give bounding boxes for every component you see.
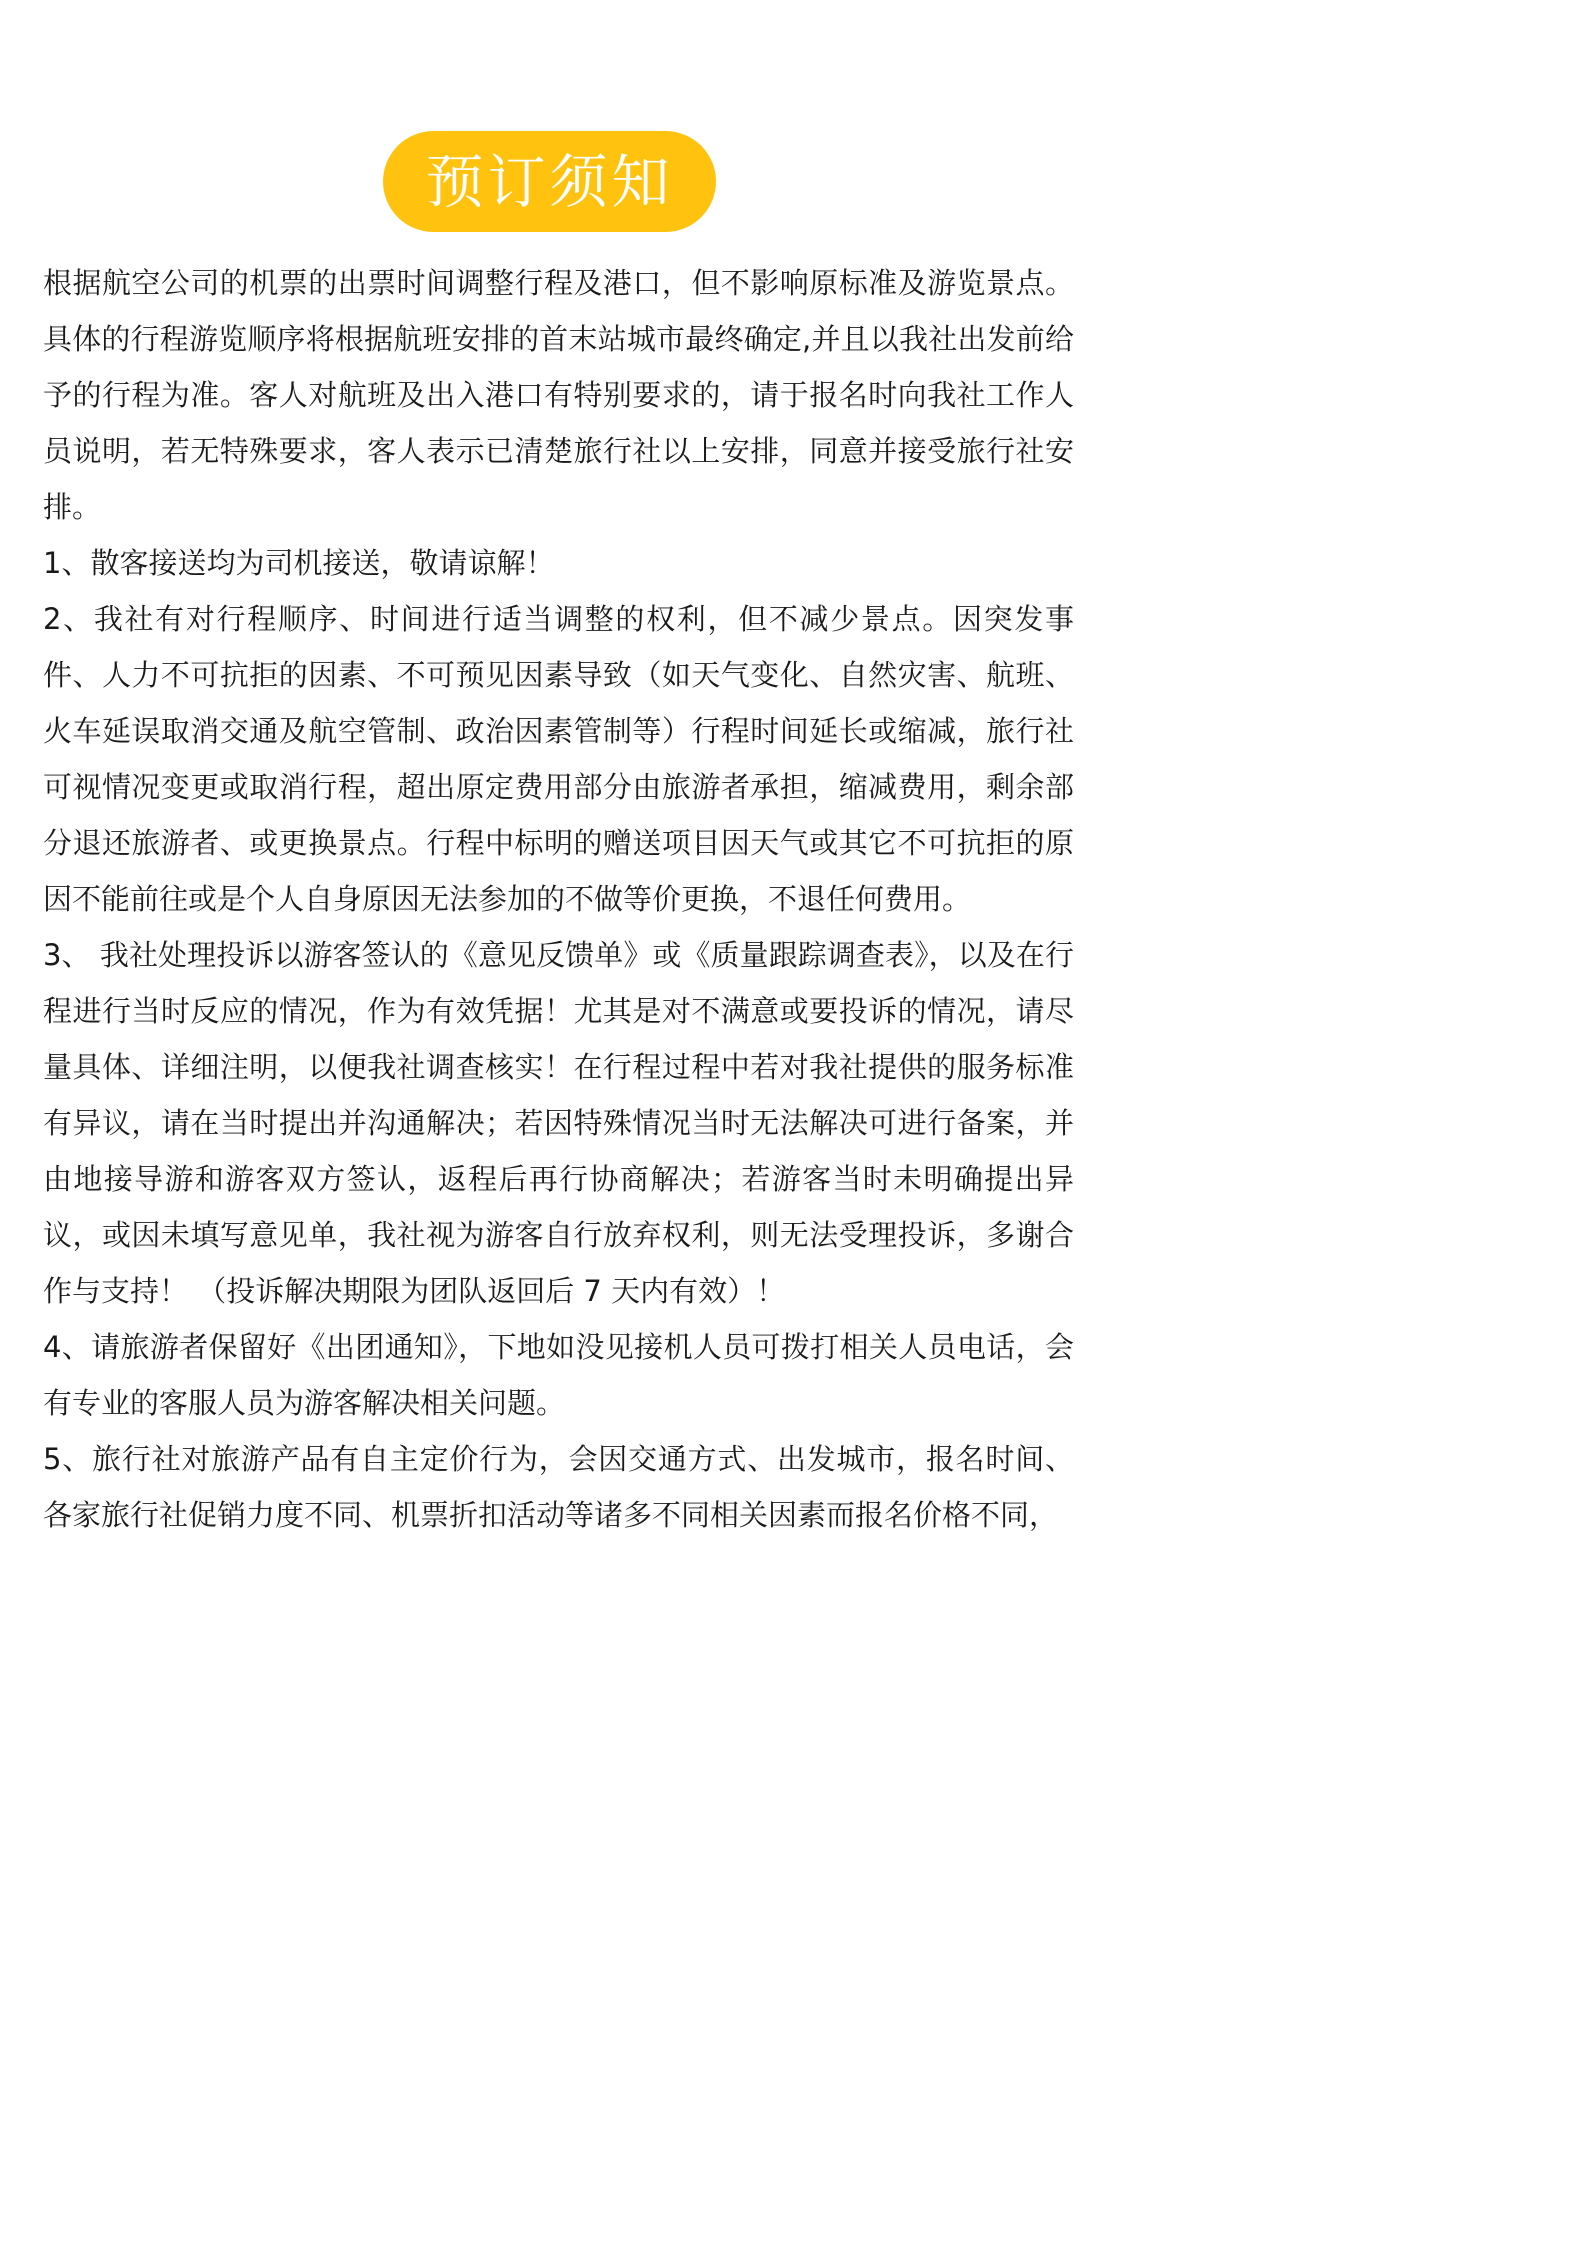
title-banner — [383, 131, 716, 232]
notice-item-4: 4、请旅游者保留好《出团通知》，下地如没见接机人员可拨打相关人员电话，会有专业的客服人员为游客解决相关问题。 — [43, 1330, 1074, 1420]
notice-item-2: 2、我社有对行程顺序、时间进行适当调整的权利，但不减少景点。因突发事件、人力不可抗拒的因素、不可预见因素导致（如天气变化、自然灾害、航班、火车延误取消交通及航空管制、政治因素管制等）行程时间延长或缩减，旅行社可视情况变更或取消行程，超出原定费用部分由旅游者承担，缩减费用，剩余部分退还旅游者、或更换景点。行程中标明的赠送项目因天气或其它不可抗拒的原因不能前往或是个人自身原因无法参加的不做等价更换，不退任何费用。 — [43, 602, 1074, 916]
notice-item-1: 1、散客接送均为司机接送，敬请谅解！ — [43, 546, 555, 580]
notice-item-3: 3、 我社处理投诉以游客签认的《意见反馈单》或《质量跟踪调查表》，以及在行程进行当时反应的情况，作为有效凭据！尤其是对不满意或要投诉的情况，请尽量具体、详细注明，以便我社调查核实！在行程过程中若对我社提供的服务标准有异议，请在当时提出并沟通解决；若因特殊情况当时无法解决可进行备案，并由地接导游和游客双方签认，返程后再行协商解决；若游客当时未明确提出异议，或因未填写意见单，我社视为游客自行放弃权利，则无法受理投诉，多谢合作与支持！ （投诉解决期限为团队返回后 7 天内有效）！ — [43, 938, 1074, 1308]
intro-paragraph: 根据航空公司的机票的出票时间调整行程及港口，但不影响原标准及游览景点。具体的行程游览顺序将根据航班安排的首末站城市最终确定,并且以我社出发前给予的行程为准。客人对航班及出入港口有特别要求的，请于报名时向我社工作人员说明，若无特殊要求，客人表示已清楚旅行社以上安排，同意并接受旅行社安排。 — [43, 266, 1074, 524]
page-title: 预订须知 — [425, 147, 674, 216]
notice-body — [43, 255, 1074, 1543]
notice-item-5: 5、旅行社对旅游产品有自主定价行为，会因交通方式、出发城市，报名时间、各家旅行社促销力度不同、机票折扣活动等诸多不同相关因素而报名价格不同， — [43, 1442, 1074, 1532]
